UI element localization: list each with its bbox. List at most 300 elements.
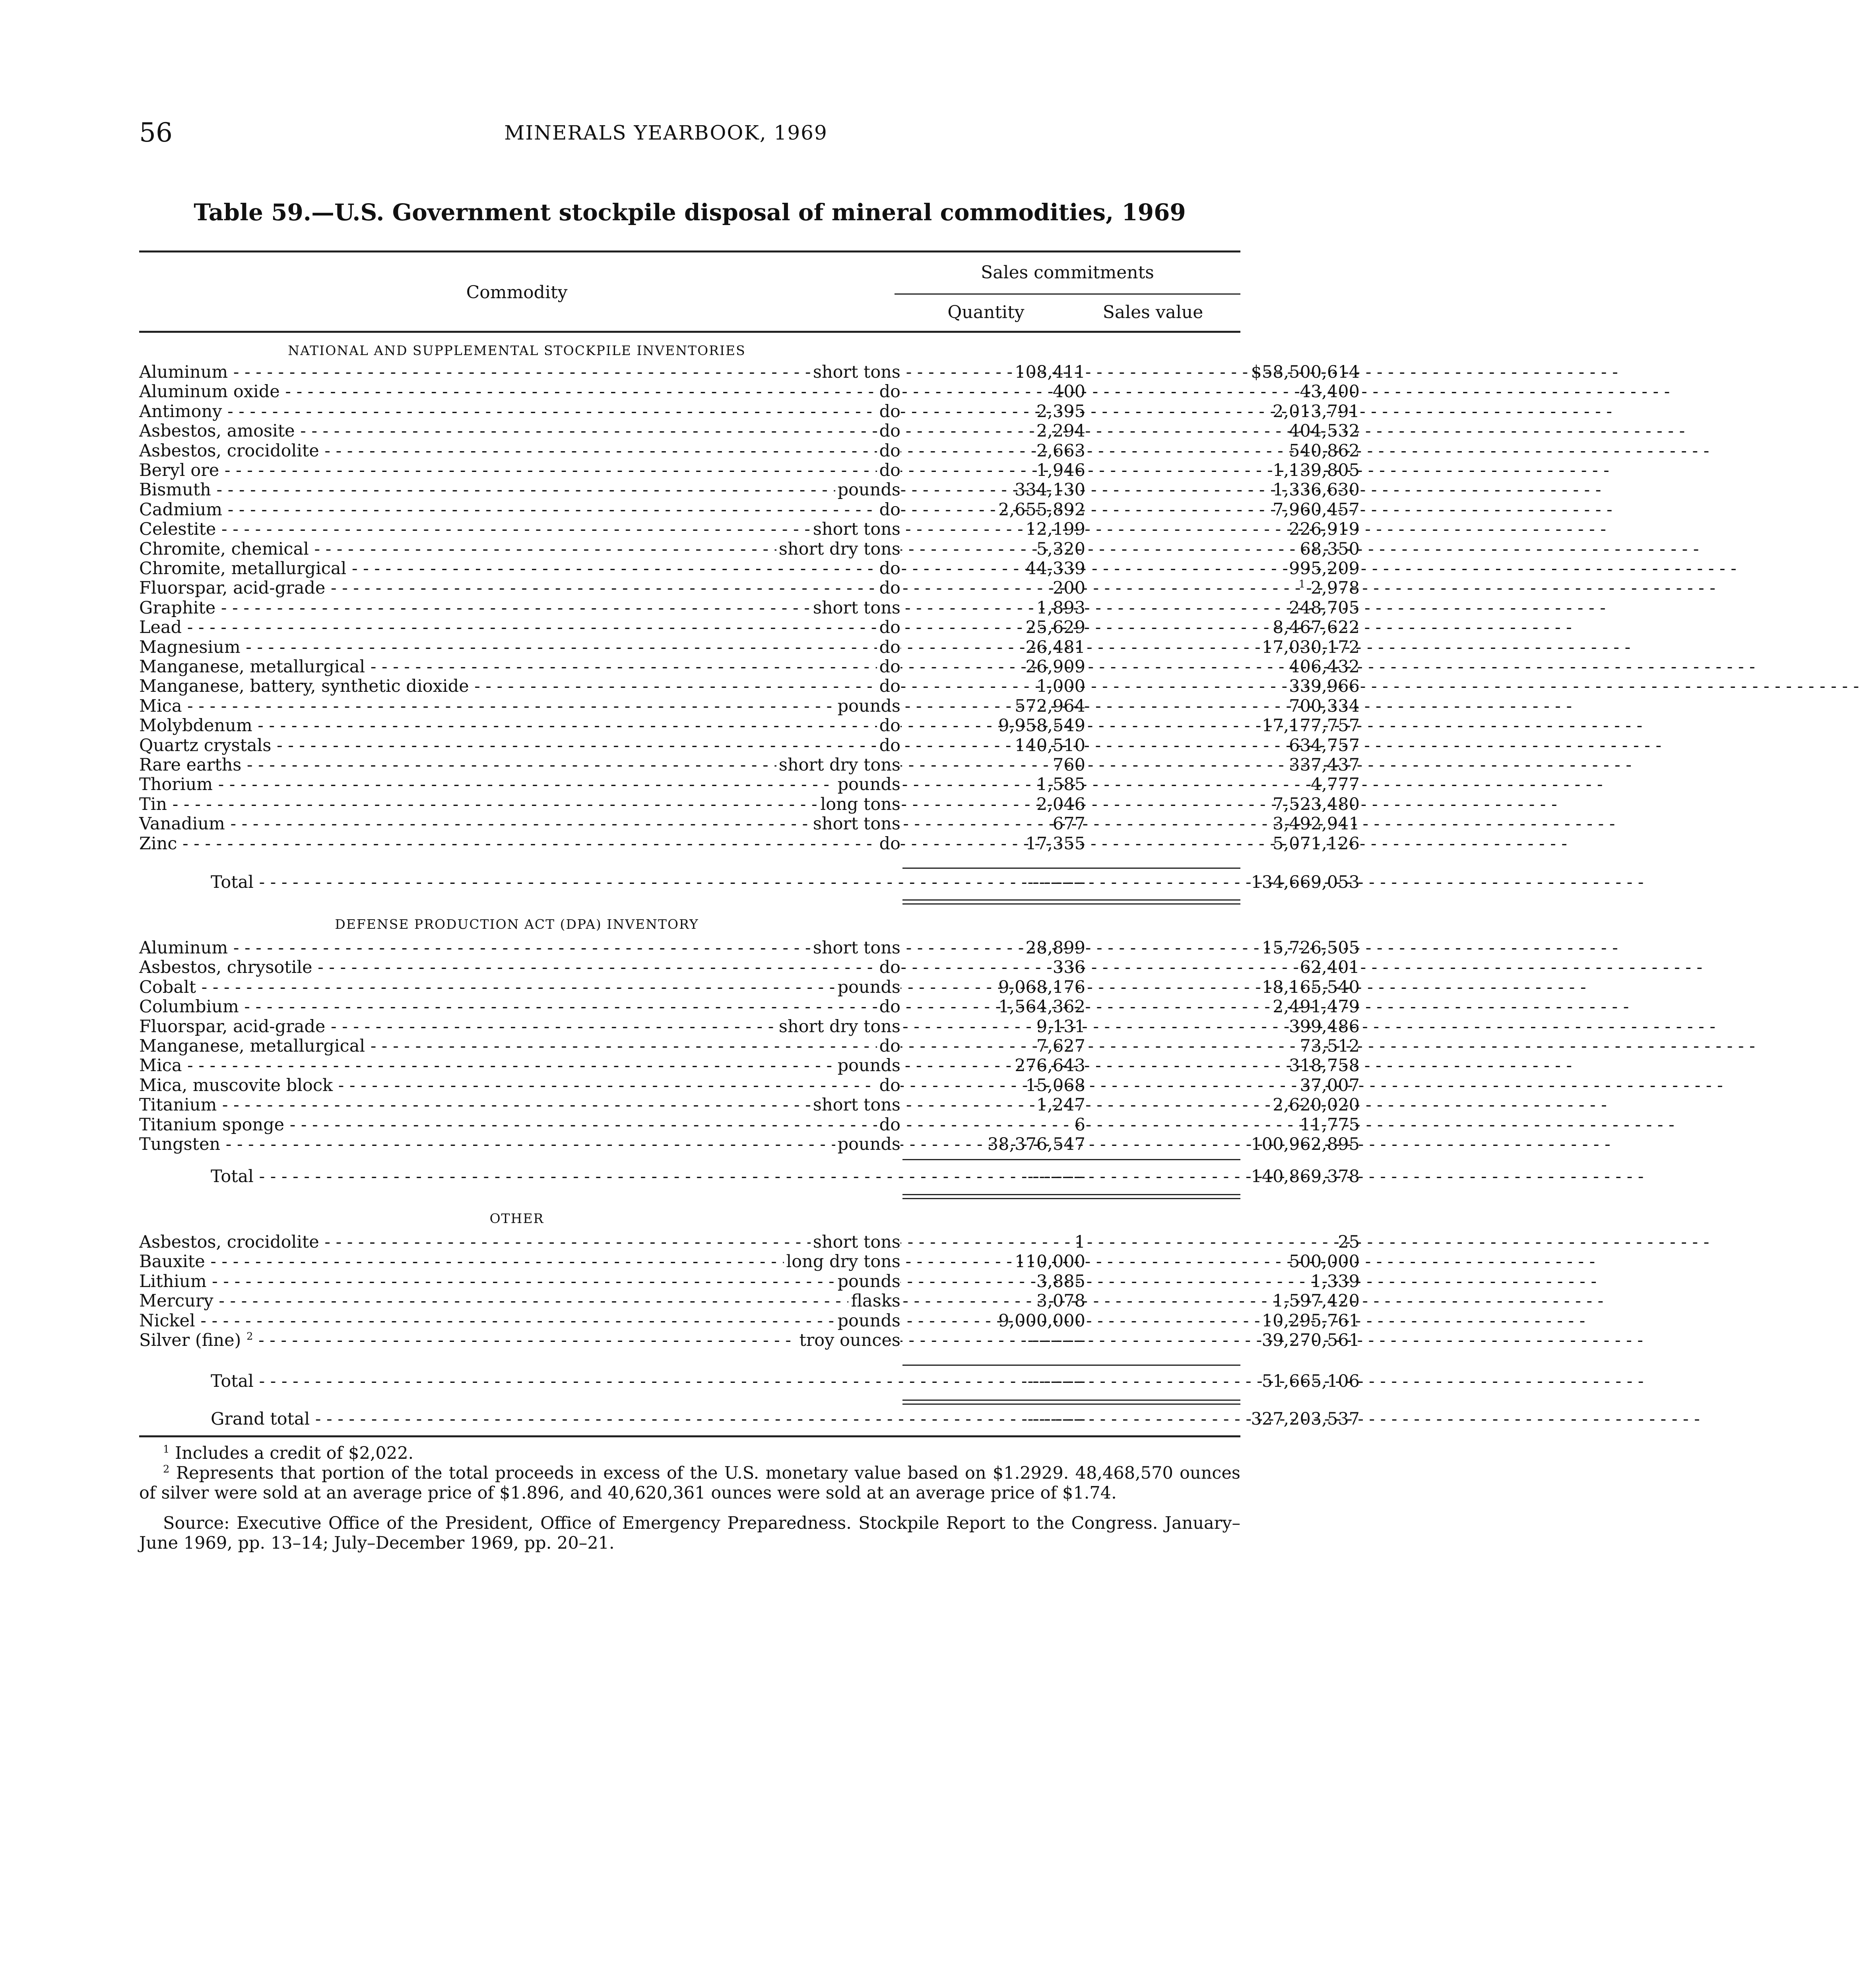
quantity-cell: 760 [1052,755,1085,775]
total-label [211,1372,902,1391]
sales-value-cell [1113,814,1360,834]
sales-value-cell [1113,598,1360,618]
unit-label: do [877,997,900,1017]
unit-label: pounds [835,1311,900,1331]
total-label [211,873,902,892]
quantity-cell: 15,068 [1025,1076,1085,1095]
commodity-name [139,716,902,736]
table-row [139,617,1360,637]
unit-label: do [877,500,900,520]
sales-value-text: 4,777 [1310,775,1360,794]
sales-value-text: 7,523,480 [1273,794,1360,814]
unit-label: do [877,834,900,854]
unit-label: do [877,657,900,677]
quantity-cell: 2,046 [1036,794,1085,814]
quantity-cell: 9,068,176 [998,977,1085,997]
table-row [139,637,1360,657]
commodity-name-text: Columbium [139,997,239,1017]
sales-value-cell [1113,500,1360,520]
sales-value-text: 18,165,540 [1261,977,1360,997]
commodity-name [139,1233,902,1252]
commodity-name [139,461,902,480]
table-row [139,1036,1360,1056]
table-row [139,480,1360,500]
unit-label: do [877,559,900,579]
footnote-2 [139,1463,1240,1503]
sales-value-cell [1113,1095,1360,1115]
commodity-name-text: Graphite [139,598,216,618]
commodity-name [139,1095,902,1115]
unit-label: do [877,1076,900,1095]
footnote-2-text: Represents that portion of the total proceeds in excess of the U.S. monetary value based on $1.2929. 48,468,570 ounces of silver were sold at an average price of $1.896, and 40,620,361 ounces were sold at an average price of $1.74. [139,1463,1240,1503]
commodity-name [139,1331,902,1350]
commodity-name-text: Asbestos, amosite [139,421,295,441]
sales-value-cell [1113,1056,1360,1076]
sales-value-cell [1113,697,1360,716]
commodity-name-text: Tin [139,794,167,814]
commodity-name [139,978,902,997]
commodity-name-text: Chromite, metallurgical [139,559,347,579]
total-row [139,1371,1360,1391]
unit-label: do [877,677,900,696]
table-row [139,1095,1360,1115]
sales-value-text: 399,486 [1289,1017,1360,1037]
sales-value-text: 2,620,020 [1273,1095,1360,1115]
quantity-cell: 400 [1052,382,1085,402]
unit-label: do [877,579,900,598]
table-row [139,539,1360,559]
unit-label: do [877,402,900,421]
sales-value-text: 248,705 [1289,598,1360,618]
section-title: OTHER [489,1211,544,1226]
commodity-name [139,834,902,854]
sales-value-text: 404,532 [1289,421,1360,441]
unit-label: long tons [818,795,900,814]
header-commodity: Commodity [466,282,568,303]
sales-value-cell [1113,1017,1360,1037]
sales-value-cell [1113,657,1360,677]
quantity-cell: 336 [1052,957,1085,977]
unit-label: short dry tons [776,540,900,559]
sales-value-text: 62,401 [1300,957,1360,977]
quantity-cell: 1,564,362 [998,997,1085,1017]
table-row [139,1076,1360,1095]
sales-value-cell [1113,978,1360,997]
unit-label: pounds [835,1056,900,1076]
commodity-name-text: Nickel [139,1311,195,1331]
total-rule-2b [902,1194,1240,1195]
commodity-name [139,618,902,637]
commodity-name-text: Fluorspar, acid-grade [139,1017,326,1037]
total-label-text: Total [211,1371,254,1391]
sales-value-cell [1113,421,1360,441]
sales-value-text: 39,270,561 [1261,1330,1360,1350]
sales-value-cell [1113,1115,1360,1135]
unit-label: do [877,421,900,441]
commodity-name-text: Chromite, chemical [139,539,309,559]
footnote-ref: 2 [246,1330,253,1343]
commodity-name [139,579,902,598]
commodity-name-text: Aluminum [139,938,228,958]
commodity-name [139,1311,902,1331]
footnote-1-text: Includes a credit of $2,022. [175,1443,414,1463]
total-label [211,1167,902,1186]
quantity-cell: 2,294 [1036,421,1085,441]
sales-value-text: 318,758 [1289,1056,1360,1076]
total-rule-2c [902,1198,1240,1199]
quantity-cell: 140,510 [1015,736,1085,755]
table-row [139,1134,1360,1154]
commodity-name-text: Tungsten [139,1134,221,1154]
table-row [139,500,1360,520]
unit-label: short dry tons [776,755,900,775]
quantity-cell: 2,395 [1036,402,1085,421]
commodity-name-text: Quartz crystals [139,736,272,755]
table-row [139,957,1360,977]
sales-value-text: 1,597,420 [1273,1291,1360,1311]
sales-value-cell [1113,1331,1360,1350]
quantity-cell: 28,899 [1025,938,1085,958]
sales-value-text: 2,013,791 [1273,402,1360,421]
sales-value-cell [1113,363,1360,382]
quantity-cell: 1,585 [1036,775,1085,794]
total-sales-value: 140,869,378 [1251,1167,1360,1186]
commodity-name-text: Antimony [139,402,222,421]
commodity-name-text: Manganese, metallurgical [139,657,365,677]
unit-label: troy ounces [797,1331,900,1350]
grand-total-label [211,1409,902,1429]
sales-value-cell [1113,579,1360,598]
table-row [139,977,1360,997]
sales-value-cell [1113,938,1360,958]
sales-value-text: 100,962,895 [1251,1134,1360,1154]
page-number: 56 [139,117,173,148]
commodity-name-text: Fluorspar, acid-grade [139,578,326,598]
quantity-cell: 9,958,549 [998,716,1085,736]
quantity-cell: ---------- [1027,1330,1085,1350]
commodity-name [139,402,902,421]
sales-value-cell [1113,618,1360,637]
quantity-cell: 677 [1052,814,1085,834]
commodity-name-text: Magnesium [139,637,241,657]
sales-value-cell [1113,1135,1360,1154]
sales-value-text: 68,350 [1300,539,1360,559]
commodity-name [139,1076,902,1095]
commodity-name [139,598,902,618]
sales-value-text: 406,432 [1289,657,1360,677]
header-group-rule [895,293,1240,295]
commodity-name [139,382,902,402]
table-row [139,755,1360,775]
quantity-cell: 9,131 [1036,1017,1085,1037]
sales-value-text: 3,492,941 [1273,814,1360,834]
sales-value-cell [1113,402,1360,421]
table-row [139,1291,1360,1311]
sales-value-text: 2,978 [1310,578,1360,598]
table-row [139,1272,1360,1291]
quantity-cell: 12,199 [1025,519,1085,539]
unit-label: do [877,638,900,657]
sales-value-text: 1,336,630 [1273,480,1360,500]
quantity-cell: 25,629 [1025,617,1085,637]
table-row [139,460,1360,480]
sales-value-text: 226,919 [1289,519,1360,539]
sales-value-text: 1,139,805 [1273,460,1360,480]
sales-value-cell [1113,997,1360,1017]
commodity-name [139,775,902,794]
sales-value-cell [1113,480,1360,500]
sales-value-cell [1113,1311,1360,1331]
commodity-name [139,520,902,539]
commodity-name-text: Lithium [139,1272,207,1291]
table-row [139,1252,1360,1272]
total-rule-3c [902,1404,1240,1405]
commodity-name-text: Silver (fine) [139,1330,241,1350]
sales-value-text: 11,775 [1300,1115,1360,1135]
quantity-cell: 38,376,547 [987,1134,1085,1154]
unit-label: short tons [811,363,900,382]
commodity-name-text: Asbestos, chrysotile [139,957,312,977]
sales-value-cell [1113,1076,1360,1095]
commodity-name-text: Cadmium [139,500,223,520]
unit-label: do [877,461,900,480]
sales-value-text: 995,209 [1289,559,1360,579]
quantity-cell: 1,946 [1036,460,1085,480]
unit-label: short tons [811,598,900,618]
header-bottom-rule [139,331,1240,333]
sales-value-cell [1113,775,1360,794]
sales-value-text: 700,334 [1289,696,1360,716]
commodity-name [139,677,902,696]
quantity-cell: 3,885 [1036,1272,1085,1291]
header-quantity: Quantity [947,302,1025,322]
commodity-name [139,1115,902,1135]
quantity-cell: 1 [1074,1232,1085,1252]
commodity-name-text: Aluminum [139,362,228,382]
table-row [139,598,1360,618]
sales-value-text: 634,757 [1289,736,1360,755]
footnote-ref: 1 [1298,578,1306,590]
commodity-name-text: Mercury [139,1291,213,1311]
unit-label: do [877,716,900,736]
total-rule-2 [902,1159,1240,1160]
commodity-name-text: Manganese, metallurgical [139,1036,365,1056]
footnote-1-mark: 1 [163,1443,170,1456]
sales-value-cell [1113,958,1360,977]
commodity-name-text: Manganese, battery, synthetic dioxide [139,676,469,696]
total-rule-1 [902,868,1240,869]
sales-value-cell [1113,736,1360,755]
commodity-name [139,997,902,1017]
sales-value-text: 500,000 [1289,1252,1360,1272]
commodity-name [139,938,902,958]
commodity-name [139,559,902,579]
header-sales-commitments: Sales commitments [981,262,1154,283]
footnotes [139,1443,1240,1553]
quantity-cell: 1,000 [1036,676,1085,696]
commodity-name-text: Cobalt [139,977,196,997]
grand-total-sales-value: 327,203,537 [1251,1409,1360,1429]
unit-label: long dry tons [784,1252,901,1272]
sales-value-text: 43,400 [1300,382,1360,402]
grand-total-row [139,1409,1360,1429]
sales-value-text: 37,007 [1300,1076,1360,1095]
sales-value-cell [1113,540,1360,559]
total-rule-3b [902,1400,1240,1401]
total-rule-1b [902,899,1240,901]
commodity-name-text: Molybdenum [139,716,252,736]
table-row [139,938,1360,958]
unit-label: pounds [835,775,900,794]
quantity-cell: 200 [1052,578,1085,598]
commodity-name-text: Bismuth [139,480,211,500]
commodity-name [139,421,902,441]
total-row [139,872,1360,892]
unit-label: do [877,441,900,461]
table-row [139,519,1360,539]
commodity-name-text: Aluminum oxide [139,382,280,402]
commodity-name [139,1272,902,1291]
quantity-cell: 1,247 [1036,1095,1085,1115]
header-top-rule [139,250,1240,252]
sales-value-text: 7,960,457 [1273,500,1360,520]
table-row [139,362,1360,382]
table-row [139,421,1360,441]
commodity-name-text: Titanium sponge [139,1115,285,1135]
unit-label: do [877,1037,900,1056]
sales-value-text: $58,500,614 [1251,362,1360,382]
table-row [139,657,1360,677]
sales-value-cell [1113,795,1360,814]
sales-value-cell [1113,1272,1360,1291]
commodity-name-text: Thorium [139,775,213,794]
table-row [139,1056,1360,1076]
commodity-name [139,1135,902,1154]
sales-value-cell [1113,677,1360,696]
quantity-cell: 26,909 [1025,657,1085,677]
sales-value-text: 17,030,172 [1261,637,1360,657]
quantity-cell: 572,964 [1015,696,1085,716]
total-quantity: ---------- [1027,1371,1085,1391]
sales-value-text: 339,966 [1289,676,1360,696]
commodity-name [139,441,902,461]
total-quantity: ---------- [1027,872,1085,892]
quantity-cell: 26,481 [1025,637,1085,657]
sales-value-text: 17,177,757 [1261,716,1360,736]
sales-value-cell [1113,461,1360,480]
sales-value-cell [1113,716,1360,736]
quantity-cell: 2,655,892 [998,500,1085,520]
table-row [139,402,1360,421]
unit-label: pounds [835,1135,900,1154]
header-sales-value: Sales value [1102,302,1203,322]
commodity-name-text: Vanadium [139,814,225,834]
unit-label: do [877,618,900,637]
commodity-name [139,1291,902,1311]
sales-value-cell [1113,559,1360,579]
commodity-name-text: Asbestos, crocidolite [139,1232,319,1252]
quantity-cell: 5,320 [1036,539,1085,559]
commodity-name [139,1056,902,1076]
unit-label: flasks [848,1291,900,1311]
commodity-name [139,500,902,520]
total-rule-3 [902,1365,1240,1366]
running-head: MINERALS YEARBOOK, 1969 [504,121,828,144]
sales-value-text: 25 [1338,1232,1360,1252]
commodity-name [139,697,902,716]
commodity-name-text: Zinc [139,834,177,854]
sales-value-cell [1113,1291,1360,1311]
sales-value-text: 540,862 [1289,441,1360,461]
commodity-name [139,480,902,500]
grand-total-label-text: Grand total [211,1409,310,1429]
grand-total-quantity: ---------- [1027,1409,1085,1429]
unit-label: pounds [835,697,900,716]
commodity-name-text: Bauxite [139,1252,205,1272]
sales-value-cell [1113,1252,1360,1272]
table-row [139,794,1360,814]
commodity-name-text: Celestite [139,519,216,539]
table-row [139,1330,1360,1350]
footnote-1 [139,1443,1240,1463]
commodity-name [139,363,902,382]
quantity-cell: 334,130 [1015,480,1085,500]
sales-value-cell [1113,1233,1360,1252]
quantity-cell: 1,893 [1036,598,1085,618]
sales-value-cell [1113,755,1360,775]
total-quantity: ---------- [1027,1167,1085,1186]
table-row [139,441,1360,461]
sales-value-cell [1113,382,1360,402]
unit-label: do [877,1115,900,1135]
quantity-cell: 3,078 [1036,1291,1085,1311]
table-row [139,1232,1360,1252]
quantity-cell: 2,663 [1036,441,1085,461]
unit-label: pounds [835,480,900,500]
commodity-name [139,795,902,814]
commodity-name-text: Mica [139,696,182,716]
sales-value-text: 8,467,622 [1273,617,1360,637]
sales-value-text: 5,071,126 [1273,834,1360,854]
commodity-name [139,1037,902,1056]
quantity-cell: 6 [1074,1115,1085,1135]
sales-value-text: 73,512 [1300,1036,1360,1056]
table-bottom-rule [139,1435,1240,1437]
table-row [139,1115,1360,1135]
commodity-name-text: Mica [139,1056,182,1076]
quantity-cell: 276,643 [1015,1056,1085,1076]
table-row [139,578,1360,598]
unit-label: short dry tons [776,1017,900,1037]
sales-value-cell [1113,520,1360,539]
table-row [139,814,1360,834]
commodity-name-text: Lead [139,617,182,637]
commodity-name-text: Rare earths [139,755,242,775]
table-title: Table 59.—U.S. Government stockpile disposal of mineral commodities, 1969 [194,199,1186,226]
quantity-cell: 110,000 [1015,1252,1085,1272]
sales-value-text: 10,295,761 [1261,1311,1360,1331]
table-row [139,716,1360,736]
total-sales-value: 51,665,106 [1261,1371,1360,1391]
commodity-name [139,736,902,755]
commodity-name-text: Mica, muscovite block [139,1076,333,1095]
unit-label: short tons [811,1233,900,1252]
table-row [139,736,1360,755]
total-row [139,1167,1360,1186]
total-rule-1c [902,903,1240,905]
quantity-cell: 9,000,000 [998,1311,1085,1331]
commodity-name-text: Beryl ore [139,460,219,480]
